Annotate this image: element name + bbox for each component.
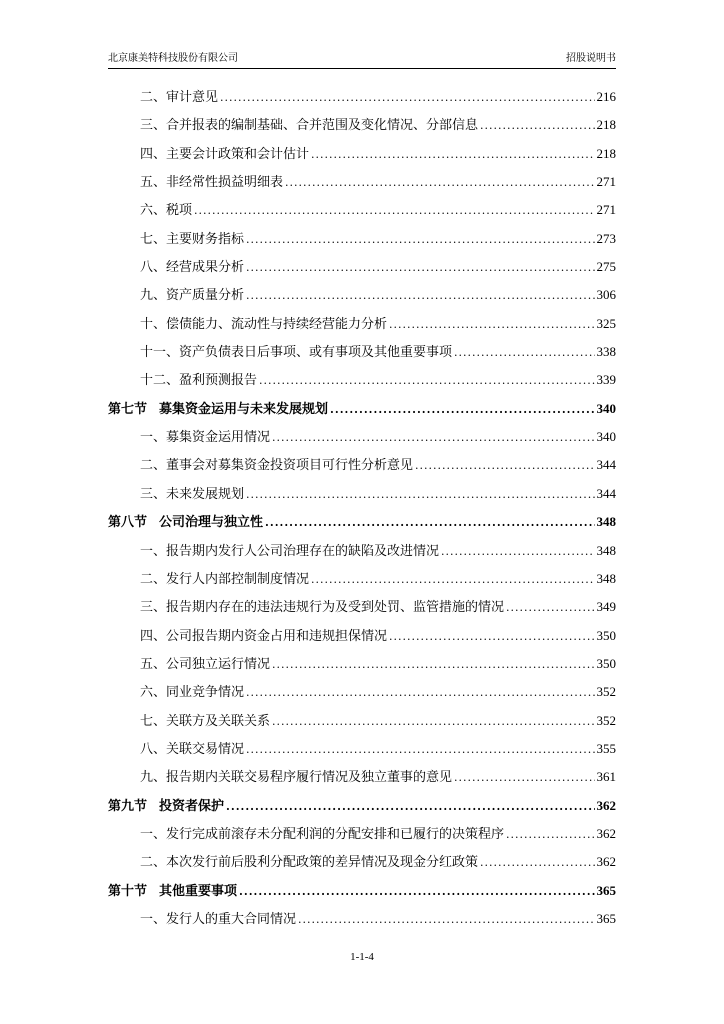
toc-section-entry[interactable] bbox=[108, 650, 616, 678]
toc-entry-title: 一、募集资金运用情况 bbox=[140, 430, 271, 446]
toc-page-number: 325 bbox=[596, 315, 616, 331]
toc-page-number: 338 bbox=[596, 344, 616, 360]
toc-dot-leader bbox=[330, 396, 594, 424]
toc-dot-leader bbox=[272, 651, 594, 679]
toc-page-number: 218 bbox=[596, 117, 616, 133]
toc-entry-title: 七、关联方及关联关系 bbox=[140, 713, 271, 729]
toc-dot-leader bbox=[298, 906, 594, 934]
toc-section-entry[interactable] bbox=[108, 905, 616, 933]
toc-chapter-number: 第十节 bbox=[108, 883, 148, 899]
toc-dot-leader bbox=[311, 141, 594, 169]
toc-section-entry[interactable] bbox=[108, 537, 616, 565]
toc-entry-title: 投资者保护 bbox=[159, 798, 225, 814]
toc-section-entry[interactable] bbox=[108, 310, 616, 338]
header-company-name: 北京康美特科技股份有限公司 bbox=[108, 53, 238, 64]
toc-entry-title: 四、公司报告期内资金占用和违规担保情况 bbox=[140, 628, 388, 644]
page-number: 1-1-4 bbox=[350, 951, 374, 963]
toc-chapter-entry[interactable] bbox=[108, 395, 616, 423]
toc-entry-title: 二、本次发行前后股利分配政策的差异情况及现金分红政策 bbox=[140, 855, 479, 871]
toc-section-entry[interactable] bbox=[108, 480, 616, 508]
toc-page-number: 352 bbox=[596, 684, 616, 700]
toc-entry-title: 十一、资产负债表日后事项、或有事项及其他重要事项 bbox=[140, 345, 453, 361]
toc-page-number: 339 bbox=[596, 372, 616, 388]
toc-section-entry[interactable] bbox=[108, 253, 616, 281]
toc-entry-title: 其他重要事项 bbox=[159, 883, 238, 899]
toc-dot-leader bbox=[480, 112, 594, 140]
toc-entry-title: 五、非经常性损益明细表 bbox=[140, 175, 284, 191]
header-divider bbox=[108, 68, 616, 69]
toc-dot-leader bbox=[311, 566, 594, 594]
toc-entry-title: 九、报告期内关联交易程序履行情况及独立董事的意见 bbox=[140, 770, 453, 786]
toc-dot-leader bbox=[272, 424, 594, 452]
toc-page-number: 275 bbox=[596, 259, 616, 275]
toc-dot-leader bbox=[246, 226, 594, 254]
toc-section-entry[interactable] bbox=[108, 451, 616, 479]
toc-entry-title: 十、偿债能力、流动性与持续经营能力分析 bbox=[140, 316, 388, 332]
toc-entry-title: 三、合并报表的编制基础、合并范围及变化情况、分部信息 bbox=[140, 118, 479, 134]
toc-dot-leader bbox=[454, 764, 594, 792]
page-header bbox=[108, 52, 616, 66]
toc-section-entry[interactable] bbox=[108, 83, 616, 111]
toc-entry-title: 八、经营成果分析 bbox=[140, 260, 245, 276]
toc-page-number: 344 bbox=[596, 457, 616, 473]
toc-page-number: 348 bbox=[596, 570, 616, 586]
toc-page-number: 306 bbox=[596, 287, 616, 303]
toc-page-number: 216 bbox=[596, 89, 616, 104]
toc-page-number: 365 bbox=[596, 882, 616, 898]
toc-dot-leader bbox=[506, 821, 594, 849]
toc-page-number: 361 bbox=[596, 769, 616, 785]
toc-section-entry[interactable] bbox=[108, 622, 616, 650]
toc-section-entry[interactable] bbox=[108, 763, 616, 791]
toc-dot-leader bbox=[415, 452, 594, 480]
toc-entry-title: 三、报告期内存在的违法违规行为及受到处罚、监管措施的情况 bbox=[140, 600, 505, 616]
toc-section-entry[interactable] bbox=[108, 338, 616, 366]
toc-entry-title: 二、董事会对募集资金投资项目可行性分析意见 bbox=[140, 458, 414, 474]
toc-page-number: 350 bbox=[596, 627, 616, 643]
toc-entry-title: 二、审计意见 bbox=[140, 90, 219, 105]
toc-dot-leader bbox=[246, 481, 594, 509]
toc-section-entry[interactable] bbox=[108, 366, 616, 394]
toc-entry-title: 五、公司独立运行情况 bbox=[140, 656, 271, 672]
toc-dot-leader bbox=[389, 311, 594, 339]
toc-page-number: 348 bbox=[596, 542, 616, 558]
toc-page-number: 344 bbox=[596, 485, 616, 501]
toc-page-number: 218 bbox=[596, 145, 616, 161]
toc-entry-title: 八、关联交易情况 bbox=[140, 741, 245, 757]
toc-page-number: 340 bbox=[596, 400, 616, 416]
toc-page-number: 273 bbox=[596, 230, 616, 246]
toc-entry-title: 二、发行人内部控制制度情况 bbox=[140, 571, 310, 587]
toc-entry-title: 一、发行完成前滚存未分配利润的分配安排和已履行的决策程序 bbox=[140, 826, 505, 842]
toc-dot-leader bbox=[239, 878, 594, 906]
toc-entry-title: 七、主要财务指标 bbox=[140, 231, 245, 247]
toc-dot-leader bbox=[506, 594, 594, 622]
toc-section-entry[interactable] bbox=[108, 225, 616, 253]
header-document-type: 招股说明书 bbox=[566, 53, 616, 64]
toc-dot-leader bbox=[389, 623, 594, 651]
toc-dot-leader bbox=[441, 538, 594, 566]
toc-section-entry[interactable] bbox=[108, 820, 616, 848]
toc-page-number: 362 bbox=[596, 797, 616, 813]
toc-entry-title: 四、主要会计政策和会计估计 bbox=[140, 146, 310, 162]
toc-section-entry[interactable] bbox=[108, 140, 616, 168]
toc-entry-title: 公司治理与独立性 bbox=[159, 515, 264, 531]
toc-section-entry[interactable] bbox=[108, 168, 616, 196]
toc-page-number: 365 bbox=[596, 910, 616, 926]
toc-section-entry[interactable] bbox=[108, 111, 616, 139]
toc-entry-title: 募集资金运用与未来发展规划 bbox=[159, 401, 329, 417]
toc-chapter-entry[interactable] bbox=[108, 877, 616, 905]
toc-page-number: 352 bbox=[596, 712, 616, 728]
toc-dot-leader bbox=[480, 849, 594, 877]
toc-page-number: 271 bbox=[596, 202, 616, 218]
toc-dot-leader bbox=[194, 197, 594, 225]
toc-page-number: 355 bbox=[596, 740, 616, 756]
toc-dot-leader bbox=[285, 169, 594, 197]
toc-entry-title: 三、未来发展规划 bbox=[140, 486, 245, 502]
toc-entry-title: 一、报告期内发行人公司治理存在的缺陷及改进情况 bbox=[140, 543, 440, 559]
toc-section-entry[interactable] bbox=[108, 707, 616, 735]
table-of-contents bbox=[108, 83, 616, 933]
toc-section-entry[interactable] bbox=[108, 848, 616, 876]
toc-entry-title: 六、税项 bbox=[140, 203, 193, 219]
toc-page-number: 362 bbox=[596, 825, 616, 841]
toc-entry-title: 一、发行人的重大合同情况 bbox=[140, 911, 297, 927]
toc-chapter-entry[interactable] bbox=[108, 792, 616, 820]
toc-entry-title: 九、资产质量分析 bbox=[140, 288, 245, 304]
toc-entry-title: 六、同业竞争情况 bbox=[140, 685, 245, 701]
toc-section-entry[interactable] bbox=[108, 735, 616, 763]
toc-section-entry[interactable] bbox=[108, 196, 616, 224]
toc-entry-title: 十二、盈利预测报告 bbox=[140, 373, 258, 389]
toc-page-number: 349 bbox=[596, 599, 616, 615]
toc-dot-leader bbox=[246, 736, 594, 764]
toc-dot-leader bbox=[246, 679, 594, 707]
toc-chapter-number: 第七节 bbox=[108, 401, 148, 417]
toc-dot-leader bbox=[259, 367, 594, 395]
toc-section-entry[interactable] bbox=[108, 423, 616, 451]
toc-page-number: 348 bbox=[596, 514, 616, 530]
toc-dot-leader bbox=[265, 509, 594, 537]
toc-dot-leader bbox=[272, 708, 594, 736]
toc-section-entry[interactable] bbox=[108, 281, 616, 309]
toc-dot-leader bbox=[226, 793, 594, 821]
toc-dot-leader bbox=[246, 282, 594, 310]
toc-section-entry[interactable] bbox=[108, 565, 616, 593]
toc-dot-leader bbox=[220, 84, 594, 112]
toc-chapter-number: 第八节 bbox=[108, 515, 148, 531]
toc-page-number: 340 bbox=[596, 429, 616, 445]
toc-chapter-number: 第九节 bbox=[108, 798, 148, 814]
toc-page-number: 362 bbox=[596, 854, 616, 870]
toc-dot-leader bbox=[246, 254, 594, 282]
toc-dot-leader bbox=[454, 339, 594, 367]
toc-page-number: 271 bbox=[596, 174, 616, 190]
toc-page-number: 350 bbox=[596, 655, 616, 671]
toc-section-entry[interactable] bbox=[108, 593, 616, 621]
toc-chapter-entry[interactable] bbox=[108, 508, 616, 536]
toc-section-entry[interactable] bbox=[108, 678, 616, 706]
